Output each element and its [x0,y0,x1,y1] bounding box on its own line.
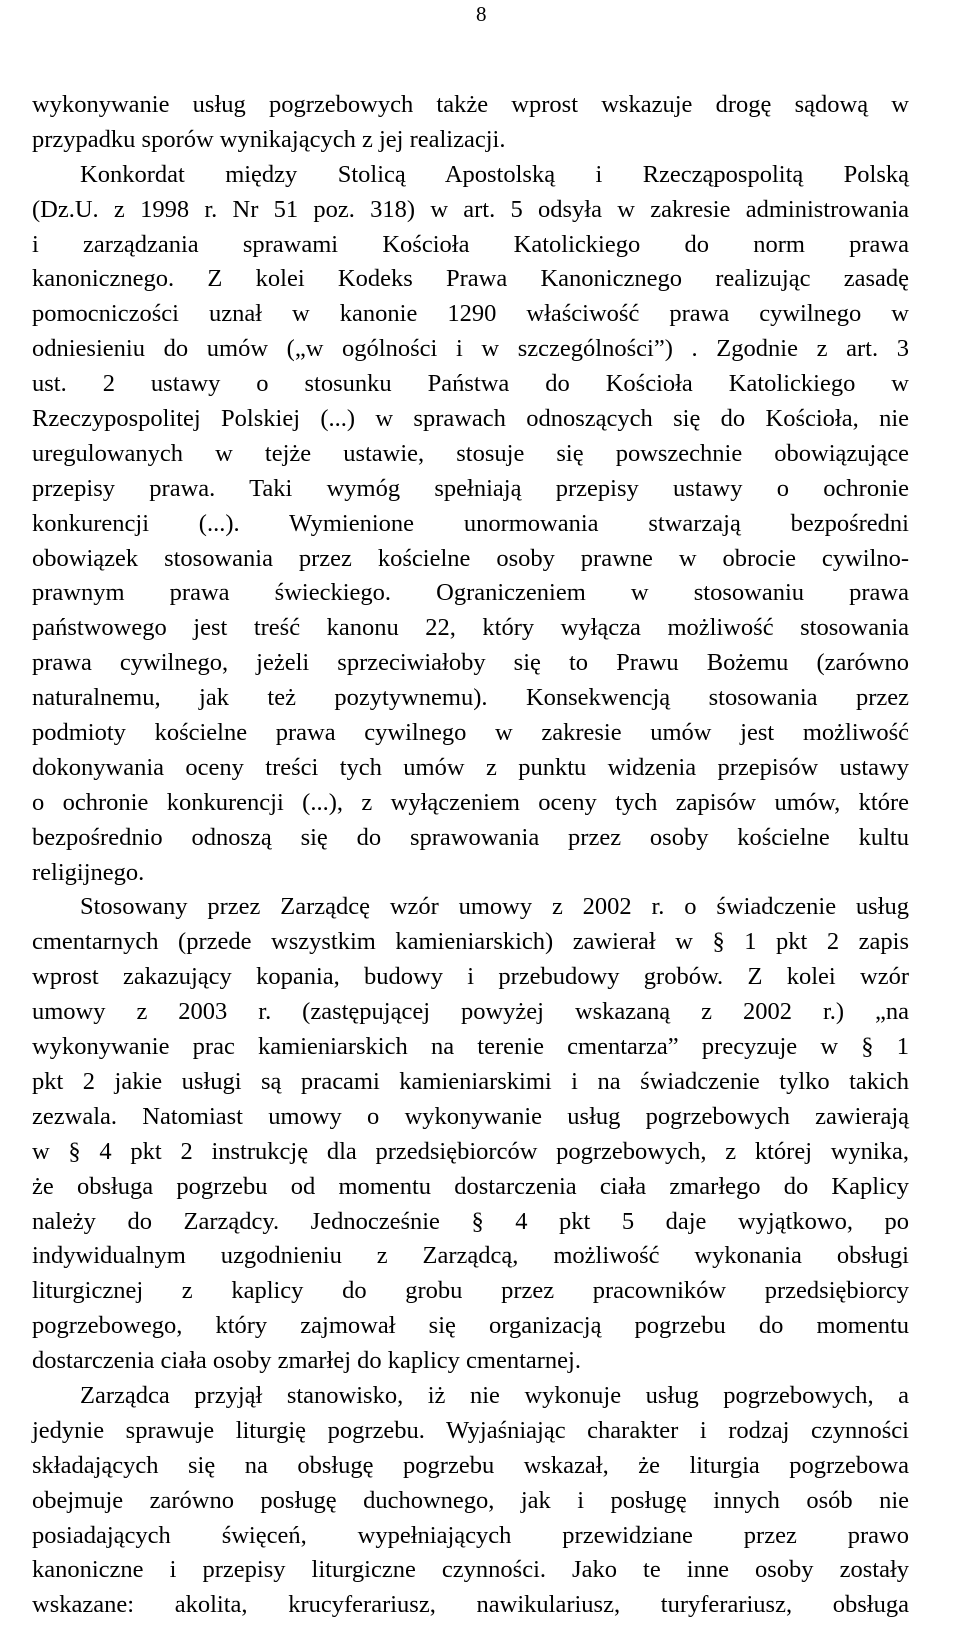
text-line: (Dz.U. z 1998 r. Nr 51 poz. 318) w art. 5 odsyła w zakresie administrowania [32,195,909,223]
text-line: wskazane: akolita, krucyferariusz, nawikulariusz, turyferariusz, obsługa [32,1591,909,1619]
text-line: że obsługa pogrzebu od momentu dostarczenia ciała zmarłego do Kaplicy [32,1172,909,1200]
text-line: prawa cywilnego, jeżeli sprzeciwiałoby się to Prawu Bożemu (zarówno [32,649,909,677]
text-line: składających się na obsługę pogrzebu wskazał, że liturgia pogrzebowa [32,1451,909,1479]
text-line: kanoniczne i przepisy liturgiczne czynności. Jako te inne osoby zostały [32,1556,909,1584]
text-line: pogrzebowego, który zajmował się organizacją pogrzebu do momentu [32,1312,909,1340]
text-line: dokonywania oceny treści tych umów z punktu widzenia przepisów ustawy [32,753,909,781]
text-line: podmioty kościelne prawa cywilnego w zakresie umów jest możliwość [32,719,909,747]
text-line: Rzeczypospolitej Polskiej (...) w sprawach odnoszących się do Kościoła, nie [32,405,909,433]
text-line: Stosowany przez Zarządcę wzór umowy z 2002 r. o świadczenie usług [80,893,909,921]
text-line: zezwala. Natomiast umowy o wykonywanie usług pogrzebowych zawierają [32,1102,909,1130]
text-line: należy do Zarządcy. Jednocześnie § 4 pkt 5 daje wyjątkowo, po [32,1207,909,1235]
text-line: cmentarnych (przede wszystkim kamieniarskich) zawierał w § 1 pkt 2 zapis [32,928,909,956]
body-text [32,88,909,1623]
text-line: konkurencji (...). Wymienione unormowania stwarzają bezpośredni [32,509,909,537]
text-line: odniesieniu do umów („w ogólności i w szczególności”) . Zgodnie z art. 3 [32,335,909,363]
text-line: wprost zakazujący kopania, budowy i przebudowy grobów. Z kolei wzór [32,963,909,991]
text-line: prawnym prawa świeckiego. Ograniczeniem w stosowaniu prawa [32,579,909,607]
text-line: Konkordat między Stolicą Apostolską i Rzecząpospolitą Polską [80,160,909,188]
text-line: umowy z 2003 r. (zastępującej powyżej wskazaną z 2002 r.) „na [32,998,909,1026]
text-line: Zarządca przyjął stanowisko, iż nie wykonuje usług pogrzebowych, a [80,1381,909,1409]
text-line: jedynie sprawuje liturgię pogrzebu. Wyjaśniając charakter i rodzaj czynności [32,1416,909,1444]
text-line: w § 4 pkt 2 instrukcję dla przedsiębiorców pogrzebowych, z której wynika, [32,1137,909,1165]
text-line: obejmuje zarówno posługę duchownego, jak i posługę innych osób nie [32,1486,909,1514]
text-line: religijnego. [32,858,145,886]
text-line: uregulowanych w tejże ustawie, stosuje się powszechnie obowiązujące [32,439,909,467]
text-line: naturalnemu, jak też pozytywnemu). Konsekwencją stosowania przez [32,684,909,712]
text-line: kanonicznego. Z kolei Kodeks Prawa Kanonicznego realizując zasadę [32,265,909,293]
text-line: pomocniczości uznał w kanonie 1290 właściwość prawa cywilnego w [32,300,909,328]
text-line: dostarczenia ciała osoby zmarłej do kaplicy cmentarnej. [32,1347,581,1375]
text-line: i zarządzania sprawami Kościoła Katolickiego do norm prawa [32,230,909,258]
text-line: bezpośrednio odnoszą się do sprawowania przez osoby kościelne kultu [32,823,909,851]
page-number: 8 [476,2,487,26]
text-line: indywidualnym uzgodnieniu z Zarządcą, możliwość wykonania obsługi [32,1242,909,1270]
text-line: liturgicznej z kaplicy do grobu przez pracowników przedsiębiorcy [32,1277,909,1305]
text-line: przepisy prawa. Taki wymóg spełniają przepisy ustawy o ochronie [32,474,909,502]
text-line: obowiązek stosowania przez kościelne osoby prawne w obrocie cywilno- [32,544,909,572]
text-line: wykonywanie prac kamieniarskich na terenie cmentarza” precyzuje w § 1 [32,1033,909,1061]
text-line: pkt 2 jakie usługi są pracami kamieniarskimi i na świadczenie tylko takich [32,1067,909,1095]
text-line: państwowego jest treść kanonu 22, który wyłącza możliwość stosowania [32,614,909,642]
text-line: ust. 2 ustawy o stosunku Państwa do Kościoła Katolickiego w [32,370,909,398]
text-line: przypadku sporów wynikających z jej realizacji. [32,125,506,153]
text-line: wykonywanie usług pogrzebowych także wprost wskazuje drogę sądową w [32,91,909,118]
text-line: posiadających święceń, wypełniających przewidziane przez prawo [32,1521,909,1549]
text-line: o ochronie konkurencji (...), z wyłączeniem oceny tych zapisów umów, które [32,788,909,816]
